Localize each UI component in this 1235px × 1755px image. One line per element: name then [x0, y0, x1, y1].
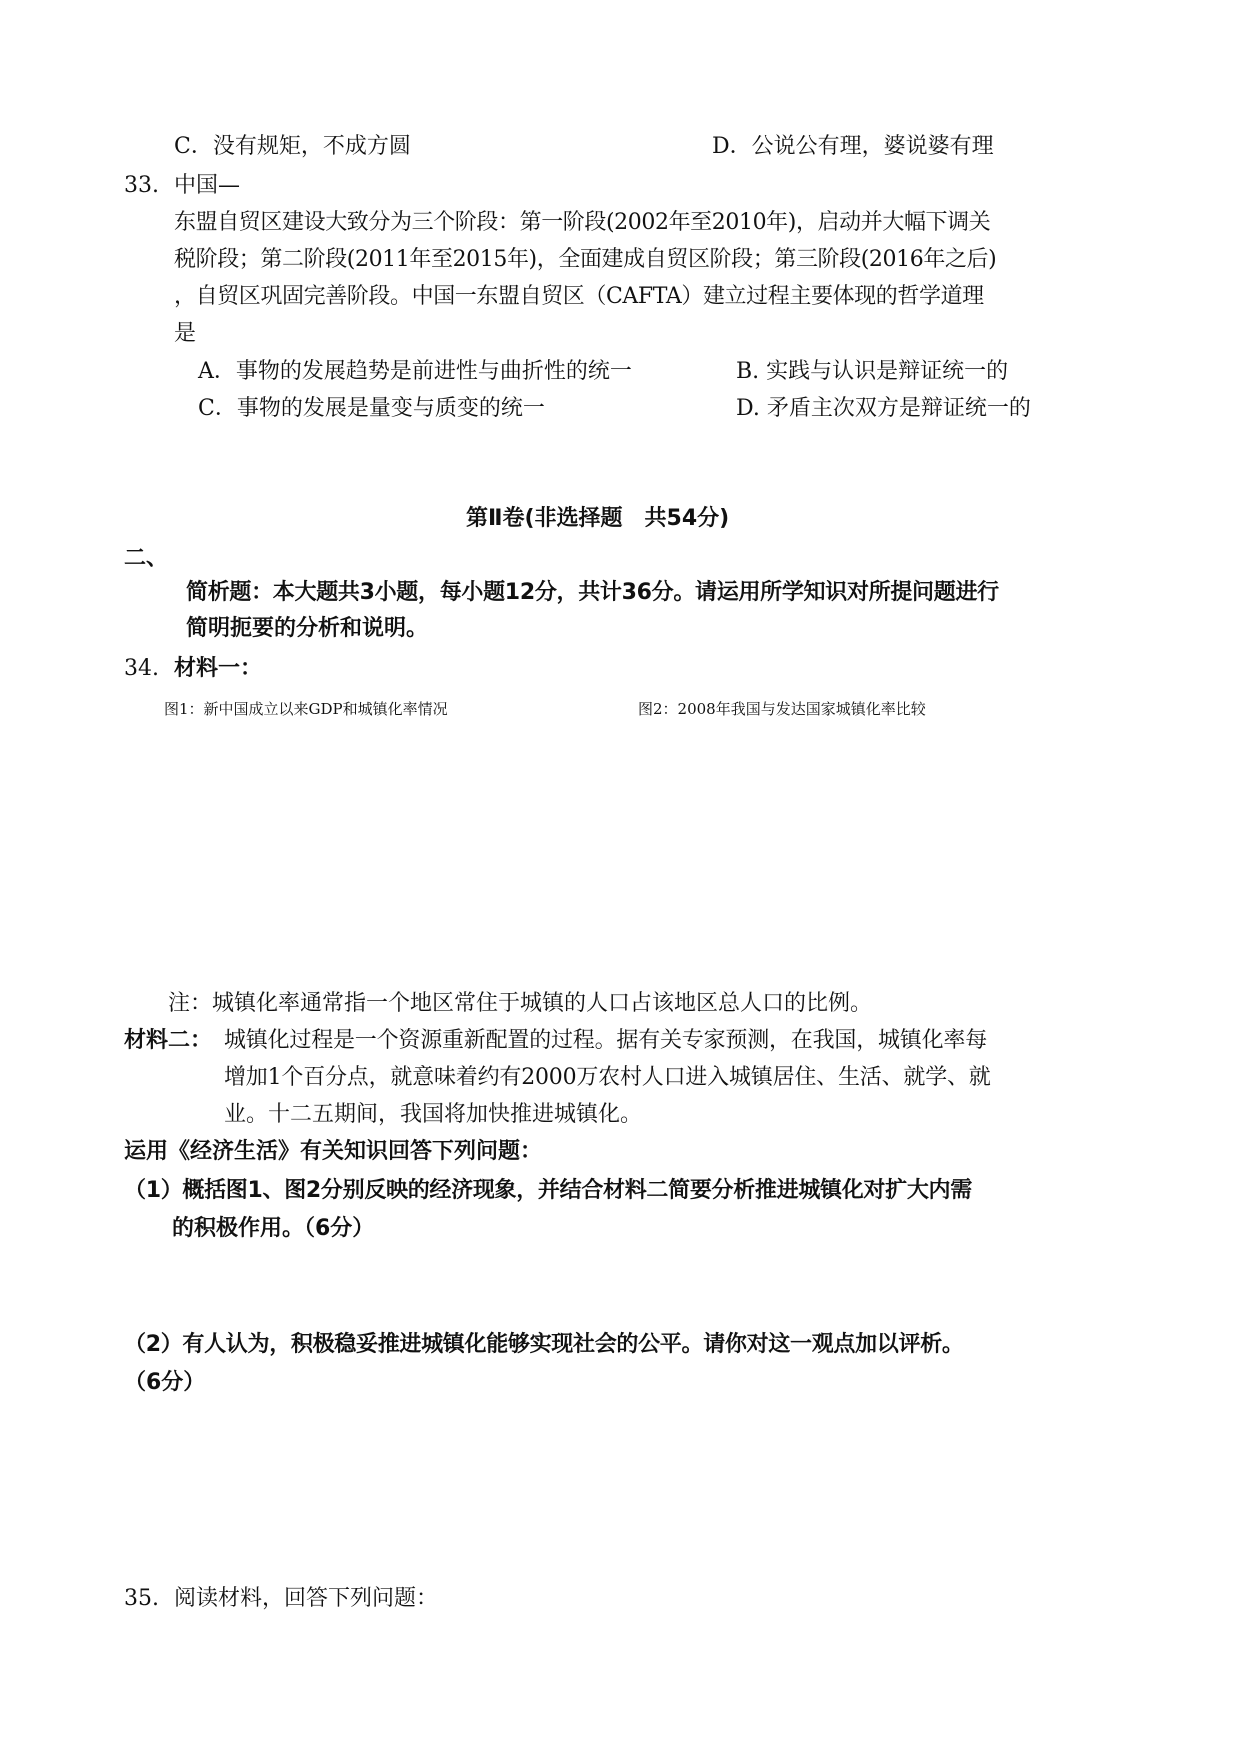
q33-option-b: B. 实践与认识是辩证统一的: [736, 359, 1009, 384]
q34-fig2-caption: 图2：2008年我国与发达国家城镇化率比较: [638, 700, 926, 718]
q34-sub1-line-2: 的积极作用。（6分）: [172, 1216, 375, 1241]
q33-number: 33.: [124, 173, 159, 198]
q33-line-1: 中国—: [174, 173, 241, 198]
q34-material2-line-3: 业。十二五期间，我国将加快推进城镇化。: [224, 1102, 643, 1127]
q34-fig1-caption: 图1：新中国成立以来GDP和城镇化率情况: [164, 700, 448, 718]
section-number: 二、: [124, 546, 169, 571]
section-title: 第Ⅱ卷(非选择题 共54分): [466, 506, 730, 531]
q33-option-a: A．事物的发展趋势是前进性与曲折性的统一: [198, 359, 632, 384]
q33-line-2: 东盟自贸区建设大致分为三个阶段：第一阶段(2002年至2010年)，启动并大幅下调关: [174, 210, 991, 235]
q34-material1-label: 材料一：: [174, 656, 263, 681]
q34-sub1-line-1: （1）概括图1、图2分别反映的经济现象，并结合材料二简要分析推进城镇化对扩大内需: [124, 1178, 972, 1203]
section-intro-line-2: 简明扼要的分析和说明。: [186, 616, 429, 641]
q33-line-3: 税阶段；第二阶段(2011年至2015年)，全面建成自贸区阶段；第三阶段(2016年之后): [174, 247, 997, 272]
q34-material2-line-2: 增加1个百分点，就意味着约有2000万农村人口进入城镇居住、生活、就学、就: [224, 1065, 991, 1090]
q34-material2-label: 材料二：: [124, 1028, 213, 1053]
q32-option-d: D．公说公有理，婆说婆有理: [712, 134, 994, 159]
q35-text: 阅读材料，回答下列问题：: [174, 1586, 439, 1611]
q33-line-4: ，自贸区巩固完善阶段。中国一东盟自贸区（CAFTA）建立过程主要体现的哲学道理: [174, 284, 984, 309]
q34-sub2-line-2: （6分）: [124, 1370, 206, 1395]
q34-note: 注：城镇化率通常指一个地区常住于城镇的人口占该地区总人口的比例。: [168, 991, 873, 1016]
q34-number: 34.: [124, 656, 159, 681]
q35-number: 35.: [124, 1586, 159, 1611]
section-intro-line-1: 简析题：本大题共3小题，每小题12分，共计36分。请运用所学知识对所提问题进行: [186, 580, 999, 605]
q33-line-5: 是: [174, 321, 197, 346]
q34-sub2-line-1: （2）有人认为，积极稳妥推进城镇化能够实现社会的公平。请你对这一观点加以评析。: [124, 1332, 964, 1357]
q33-option-c: C．事物的发展是量变与质变的统一: [198, 396, 545, 421]
q34-material2-line-1: 城镇化过程是一个资源重新配置的过程。据有关专家预测，在我国，城镇化率每: [224, 1028, 988, 1053]
q34-prompt: 运用《经济生活》有关知识回答下列问题：: [124, 1139, 543, 1164]
q33-option-d: D. 矛盾主次双方是辩证统一的: [736, 396, 1031, 421]
q32-option-c: C．没有规矩，不成方圆: [174, 134, 411, 159]
